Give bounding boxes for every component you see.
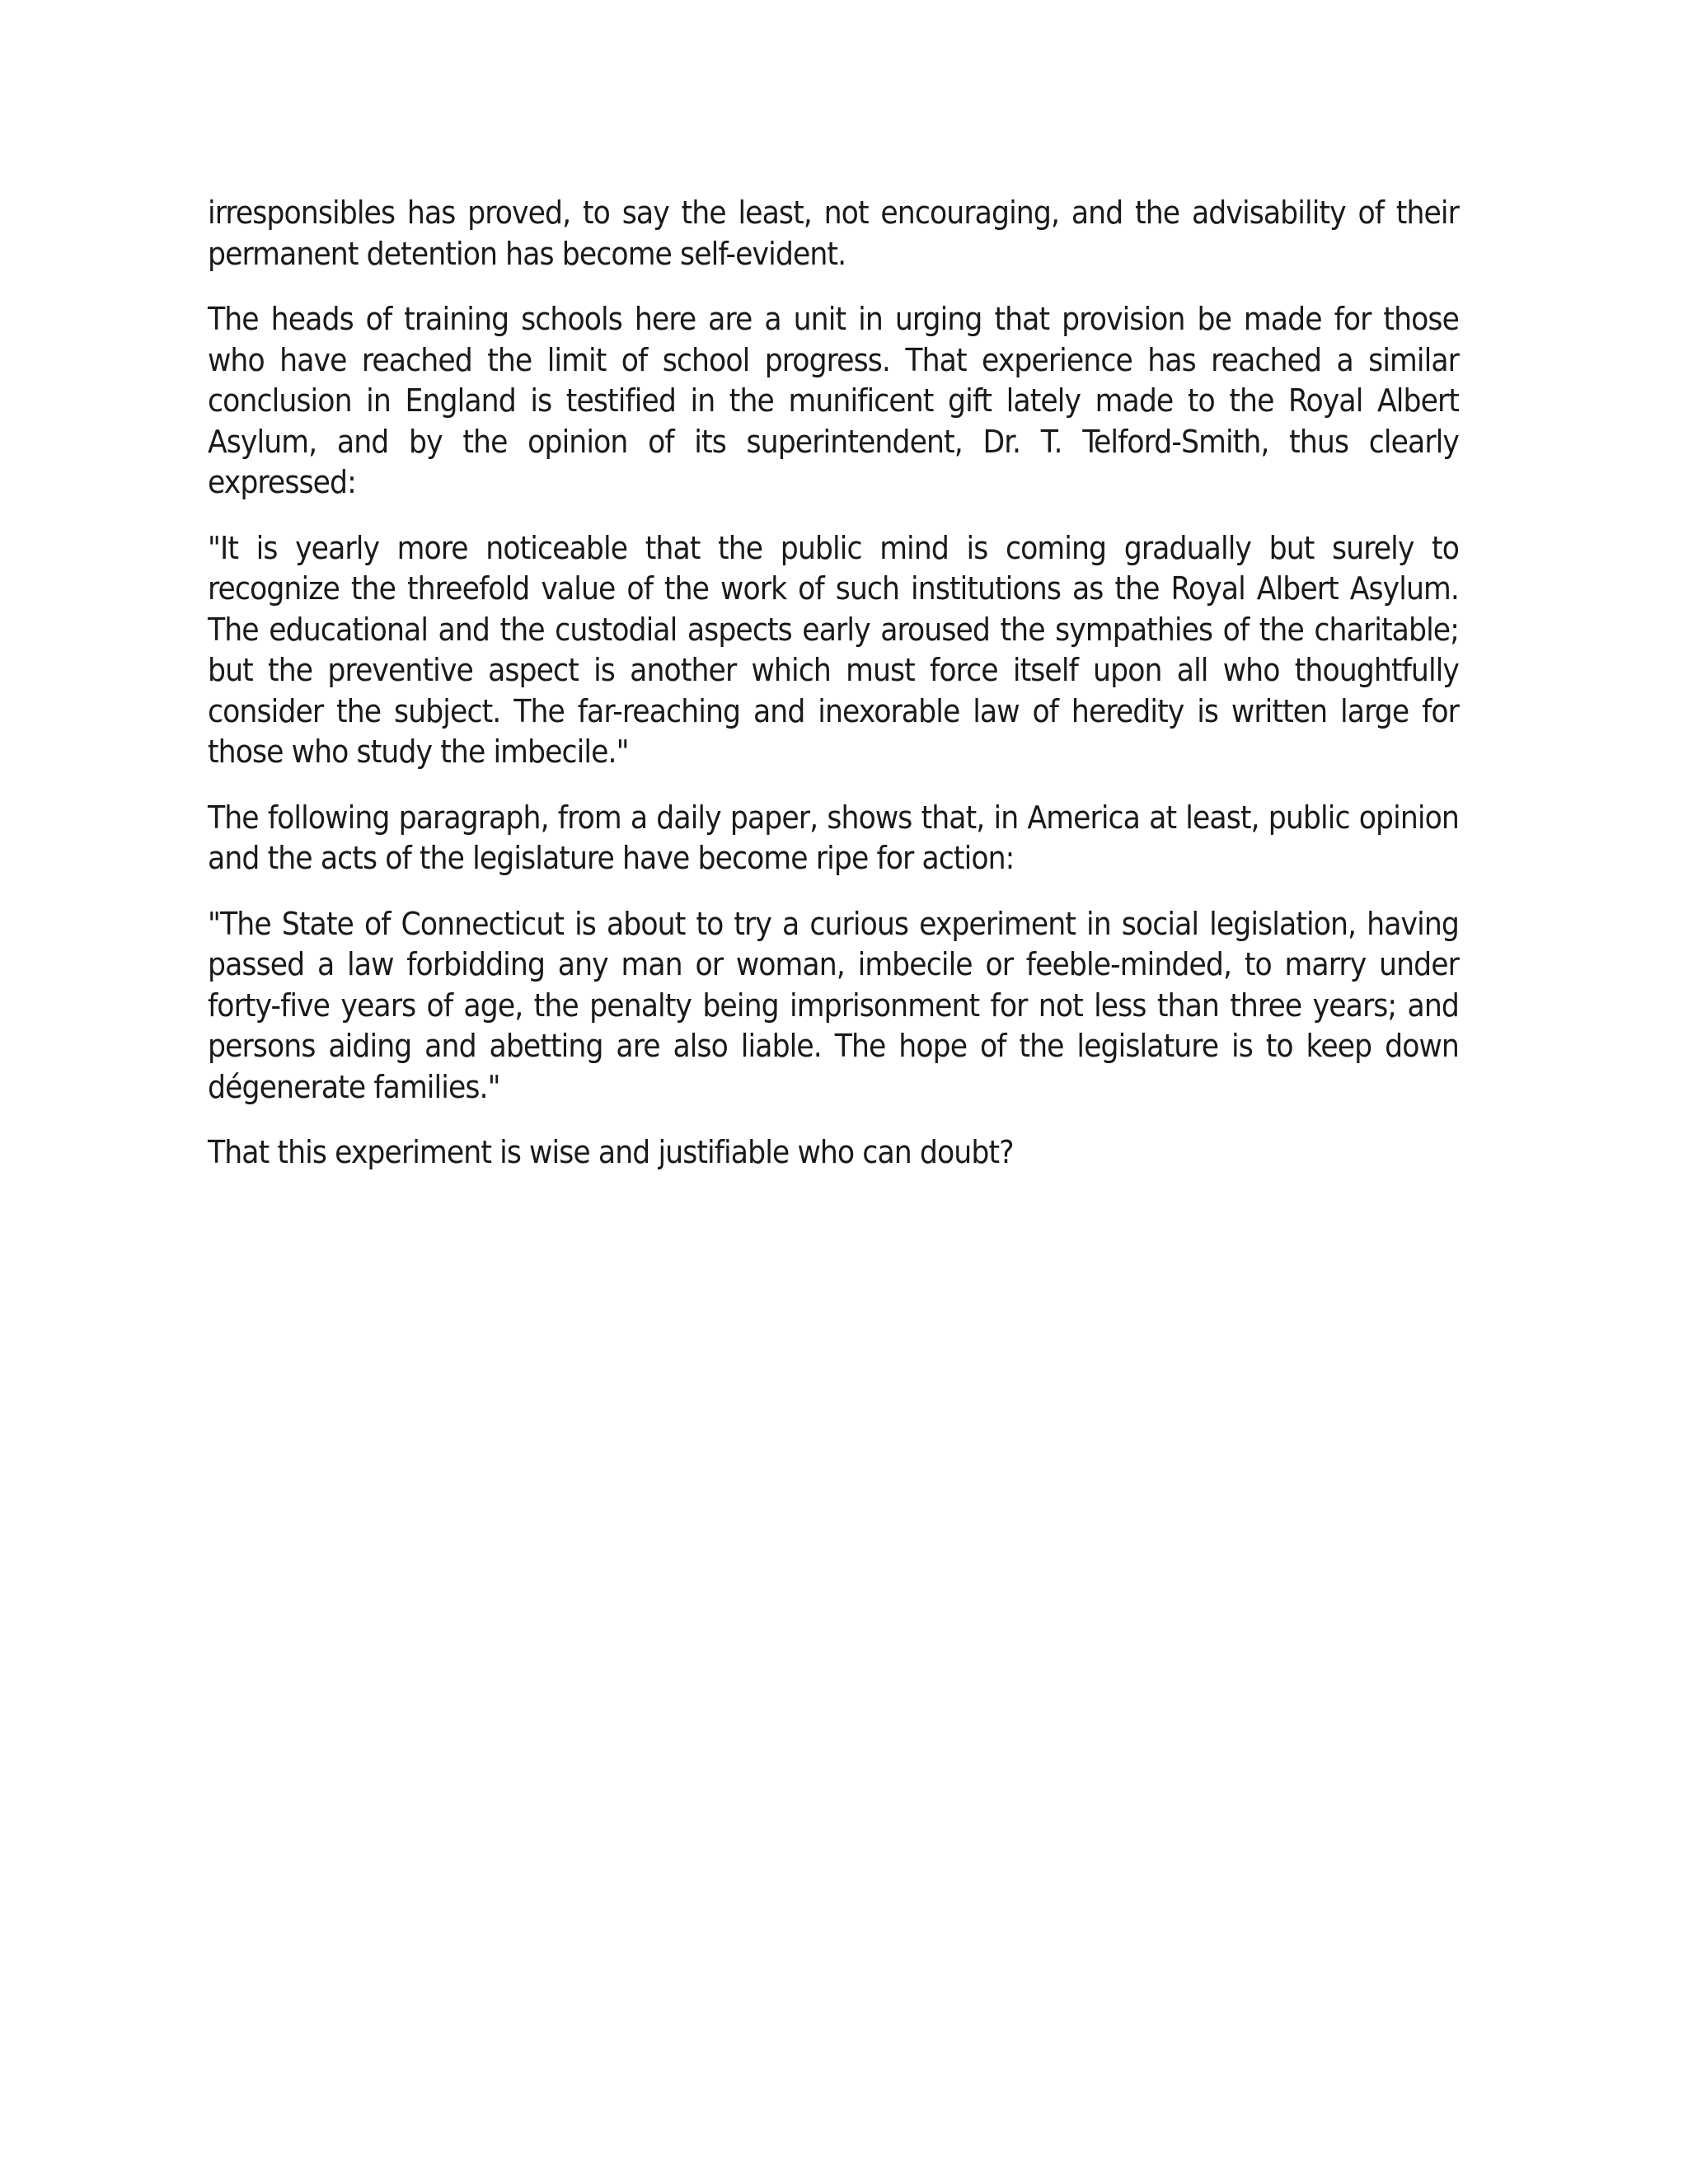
quote-royal-albert-asylum: "It is yearly more noticeable that the public mind is coming gradually but surely to recognize the threefold value of the work of such institutions as the Royal Albert Asylum. The educational and the custodial aspects early aroused the sympathies of the charitable; but the preventive aspect is another which must force itself upon all who thoughtfully consider the subject. The far-reaching and inexorable law of heredity is written large for those who study the imbecile.": [208, 529, 1459, 771]
paragraph-daily-paper: The following paragraph, from a daily paper, shows that, in America at least, public opinion and the acts of the legislature have become ripe for action:: [208, 799, 1459, 877]
paragraph-training-schools: The heads of training schools here are a unit in urging that provision be made for those who have reached the limit of school progress. That experience has reached a similar conclusion in England is testified in the munificent gift lately made to the Royal Albert Asylum, and by the opinion of its superintendent, Dr. T. Telford-Smith, thus clearly expressed:: [208, 301, 1459, 501]
paragraph-continuation: irresponsibles has proved, to say the least, not encouraging, and the advisability of their permanent detention has become self-evident.: [208, 194, 1459, 273]
body-text: [208, 193, 1459, 1174]
paragraph-conclusion: That this experiment is wise and justifiable who can doubt?: [208, 1134, 1014, 1171]
quote-connecticut-law: "The State of Connecticut is about to try a curious experiment in social legislation, having passed a law forbidding any man or woman, imbecile or feeble-minded, to marry under forty-five years of age, the penalty being imprisonment for not less than three years; and persons aiding and abetting are also liable. The hope of the legislature is to keep down dégenerate families.": [208, 905, 1459, 1106]
